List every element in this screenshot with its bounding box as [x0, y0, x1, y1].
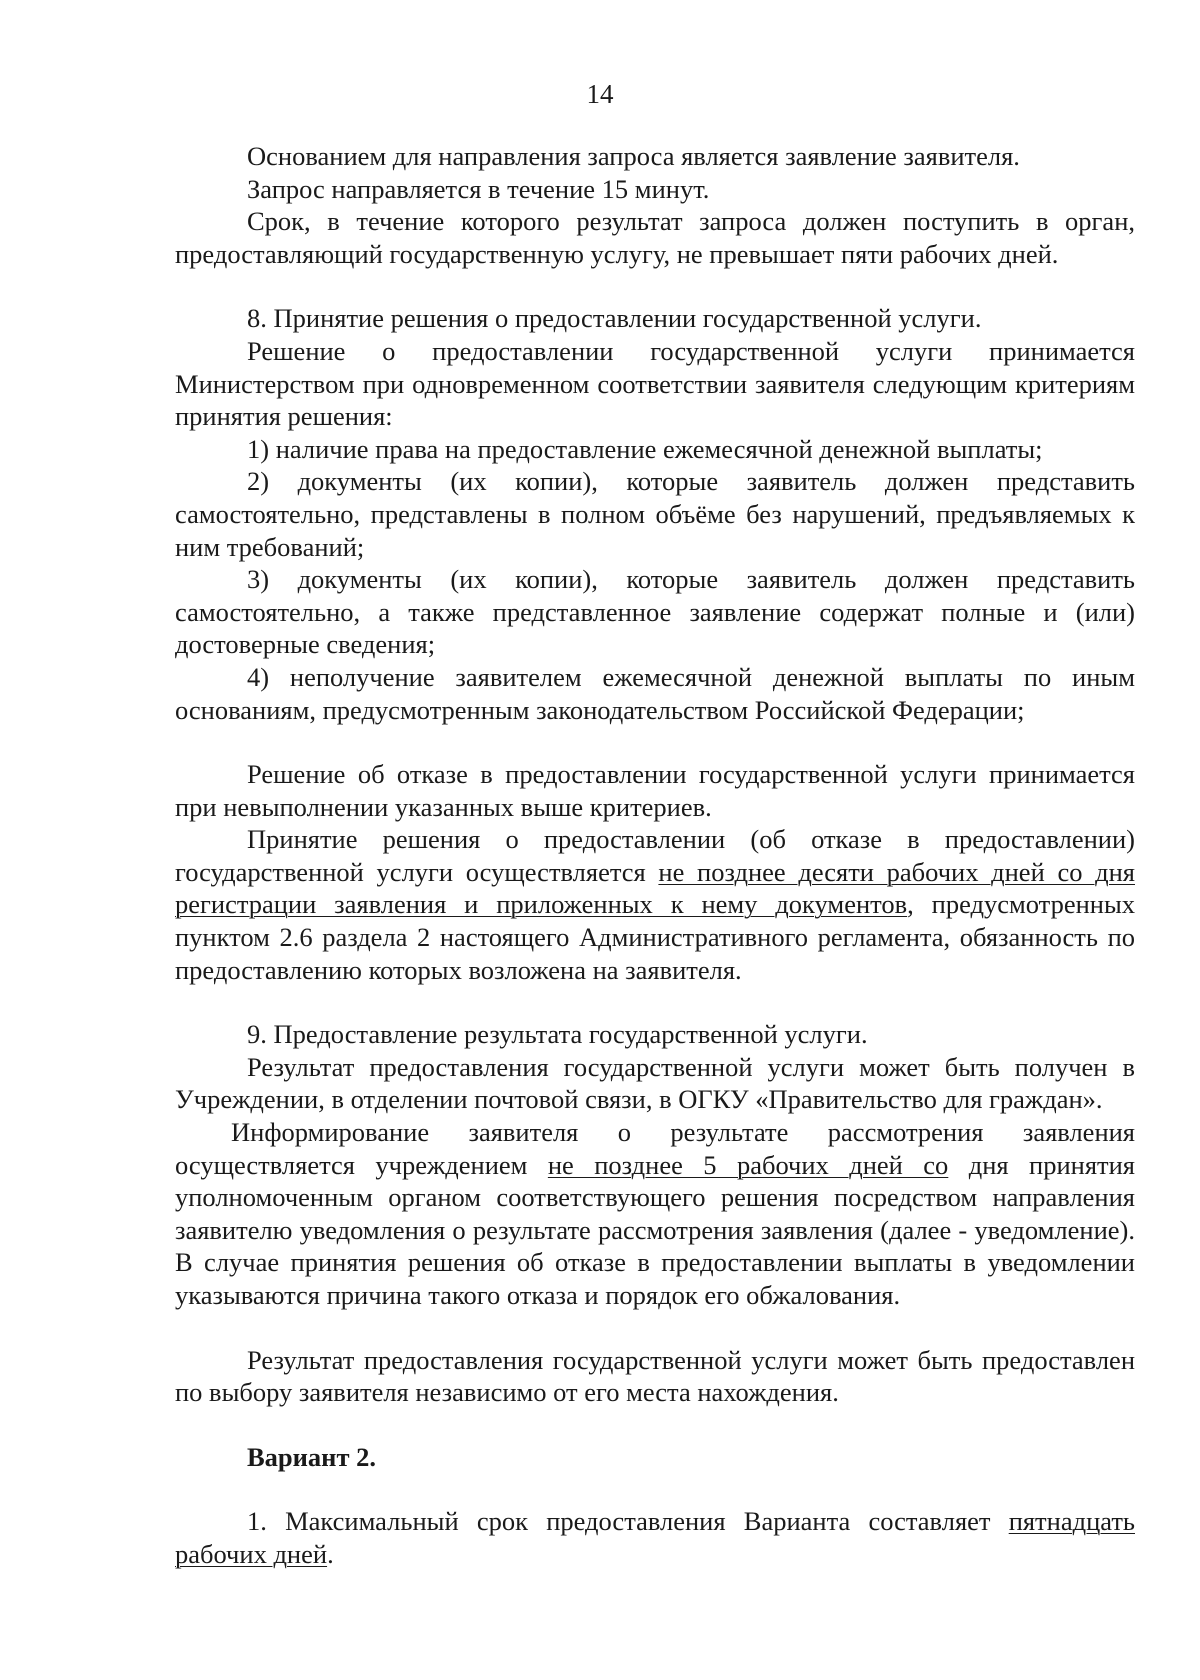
- informing-underlined-deadline: не позднее 5 рабочих дней со: [547, 1149, 949, 1180]
- paragraph-request-basis: Основанием для направления запроса является заявление заявителя.: [247, 141, 1020, 171]
- spacer: [175, 270, 1135, 302]
- criterion-2: 2) документы (их копии), которые заявитель должен представить самостоятельно, представлены в полном объёме без нарушений, предъявляемых к ним требований;: [175, 466, 1135, 562]
- paragraph-refusal: Решение об отказе в предоставлении государственной услуги принимается при невыполнении указанных выше критериев.: [175, 759, 1135, 822]
- section-8-heading: 8. Принятие решения о предоставлении государственной услуги.: [247, 303, 982, 334]
- variant-text-end: .: [327, 1538, 334, 1569]
- paragraph-request-deadline: Срок, в течение которого результат запроса должен поступить в орган, предоставляющий государственную услугу, не превышает пяти рабочих дней.: [175, 206, 1135, 269]
- spacer: [175, 986, 1135, 1018]
- spacer: [175, 726, 1135, 758]
- variant-underlined-term: пятнадцать рабочих дней: [175, 1506, 1135, 1569]
- variant-text-start: 1. Максимальный срок предоставления Варианта составляет: [247, 1506, 1009, 1537]
- spacer: [175, 1473, 1135, 1505]
- criterion-4: 4) неполучение заявителем ежемесячной денежной выплаты по иным основаниям, предусмотренным законодательством Российской Федерации;: [175, 661, 1135, 725]
- informing-text-start: Информирование заявителя о результате рассмотрения заявления осуществляется учреждением: [175, 1117, 1135, 1180]
- criterion-1: 1) наличие права на предоставление ежемесячной денежной выплаты;: [247, 433, 1043, 464]
- criterion-3: 3) документы (их копии), которые заявитель должен представить самостоятельно, а также представленное заявление содержат полные и (или) достоверные сведения;: [175, 564, 1135, 660]
- paragraph-result-location: Результат предоставления государственной услуги может быть предоставлен по выбору заявителя независимо от его места нахождения.: [175, 1344, 1135, 1408]
- paragraph-decision-timing: [175, 823, 1135, 986]
- variant-2-heading: Вариант 2.: [247, 1441, 376, 1472]
- timing-underlined-deadline: не позднее десяти рабочих дней со дня регистрации заявления и приложенных к нему документов: [175, 856, 1135, 920]
- paragraph-variant-max-term: [175, 1505, 1135, 1570]
- spacer: [175, 1409, 1135, 1441]
- section-9-heading: 9. Предоставление результата государственной услуги.: [247, 1019, 868, 1050]
- paragraph-request-time: Запрос направляется в течение 15 минут.: [247, 173, 710, 204]
- paragraph-result-channels: Результат предоставления государственной услуги может быть получен в Учреждении, в отделении почтовой связи, в ОГКУ «Правительство для граждан».: [175, 1051, 1135, 1115]
- spacer: [175, 1312, 1135, 1344]
- paragraph-informing: [175, 1116, 1135, 1312]
- paragraph-decision-criteria: Решение о предоставлении государственной услуги принимается Министерством при одновременном соответствии заявителя следующим критериям принятия решения:: [175, 335, 1135, 432]
- timing-text-start: Принятие решения о предоставлении (об отказе в предоставлении) государственной услуги осуществляется: [175, 824, 1135, 887]
- document-body: [175, 140, 1135, 1571]
- informing-text-end: дня принятия уполномоченным органом соответствующего решения посредством направления заявителю уведомления о результате рассмотрения заявления (далее - уведомление). В случае принятия решения об отказе в предоставлении выплаты в уведомлении указываются причина такого отказа и порядок его обжалования.: [175, 1149, 1135, 1310]
- page-number: 14: [586, 79, 614, 109]
- timing-text-end: , предусмотренных пунктом 2.6 раздела 2 настоящего Административного регламента, обязанность по предоставлению которых возложена на заявителя.: [175, 889, 1135, 985]
